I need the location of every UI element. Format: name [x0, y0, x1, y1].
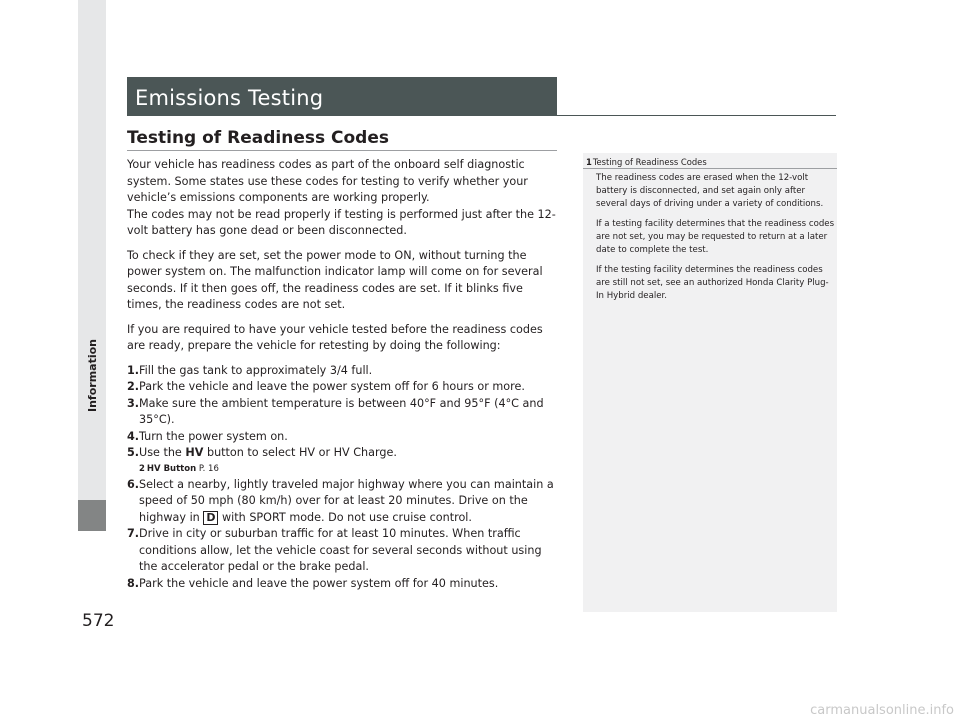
step-text: Make sure the ambient temperature is between 40°F and 95°F (4°C and 35°C). — [139, 396, 544, 426]
hv-button-label: HV — [185, 446, 204, 459]
side-tab-label: Information — [86, 339, 99, 412]
step-number: 3. — [127, 396, 140, 410]
xref-label: HV Button — [146, 463, 197, 474]
step-text-post: button to select HV or HV Charge. — [203, 446, 397, 459]
step-item — [127, 576, 560, 593]
step-number: 4. — [127, 429, 140, 443]
step-number: 2. — [127, 380, 140, 393]
note-title-text: Testing of Readiness Codes — [592, 157, 707, 167]
paragraph: To check if they are set, set the power mode to ON, without turning the power system on. The malfunction indicator lamp will come on for several seconds. If it then goes off, the readiness codes are set. If it blinks five times, the readiness codes are not set. — [127, 248, 543, 311]
step-text: Park the vehicle and leave the power system off for 6 hours or more. — [139, 380, 525, 393]
step-item — [127, 429, 560, 446]
watermark: carmanualsonline.info — [810, 703, 954, 718]
step-number: 6. — [127, 477, 140, 491]
note-paragraph: If the testing facility determines the readiness codes are still not set, see an authorized Honda Clarity Plug-In Hybrid dealer. — [596, 265, 829, 301]
header-rule — [557, 115, 836, 116]
step-text-pre: Select a nearby, lightly traveled major highway where you can maintain a speed of 50 mph (80 km/h) over for at least 20 minutes. Drive on the highway in — [139, 477, 554, 524]
xref-arrow-icon: 2 — [139, 463, 145, 474]
note-paragraph: The readiness codes are erased when the 12-volt battery is disconnected, and set again only after several days of driving under a variety of conditions. — [596, 173, 824, 209]
step-item — [127, 526, 560, 576]
note-divider — [583, 168, 837, 169]
side-tab-marker — [78, 500, 106, 531]
step-number: 1. — [127, 363, 140, 377]
note-paragraph: If a testing facility determines that the readiness codes are not set, you may be requested to return at a later date to complete the test. — [596, 219, 835, 255]
step-text: Park the vehicle and leave the power system off for 40 minutes. — [139, 576, 499, 590]
page-title: Emissions Testing — [135, 86, 324, 110]
cross-reference-link[interactable] — [139, 463, 560, 475]
section-divider — [127, 150, 557, 151]
paragraph: If you are required to have your vehicle tested before the readiness codes are ready, prepare the vehicle for retesting by doing the following: — [127, 322, 543, 352]
step-text-post: with SPORT mode. Do not use cruise control. — [218, 510, 472, 524]
step-item — [127, 445, 560, 462]
step-number: 7. — [127, 527, 140, 540]
gear-d-icon: D — [203, 511, 218, 525]
step-text: Turn the power system on. — [139, 429, 288, 443]
step-text-pre: Use the — [139, 446, 186, 459]
step-number: 5. — [127, 446, 140, 459]
step-item — [127, 477, 560, 527]
page-number: 572 — [82, 611, 115, 631]
note-text — [596, 172, 836, 310]
note-title — [586, 157, 707, 167]
paragraph: Your vehicle has readiness codes as part of the onboard self diagnostic system. Some states use these codes for testing to verify whether your vehicle’s emissions components are working properly. — [127, 158, 528, 204]
step-number: 8. — [127, 576, 140, 590]
side-tab — [78, 0, 106, 531]
step-item — [127, 396, 560, 429]
step-item — [127, 363, 560, 380]
xref-page: P. 16 — [196, 463, 219, 474]
note-arrow-icon: 1 — [586, 157, 592, 167]
step-text: Fill the gas tank to approximately 3/4 full. — [139, 363, 373, 377]
step-text: Drive in city or suburban traffic for at least 10 minutes. When traffic conditions allow, let the vehicle coast for several seconds without using the accelerator pedal or the brake pedal. — [139, 527, 542, 573]
step-item — [127, 379, 560, 396]
section-title: Testing of Readiness Codes — [127, 128, 389, 148]
body-text — [127, 157, 560, 592]
paragraph: The codes may not be read properly if testing is performed just after the 12-volt battery has gone dead or been disconnected. — [127, 207, 556, 237]
